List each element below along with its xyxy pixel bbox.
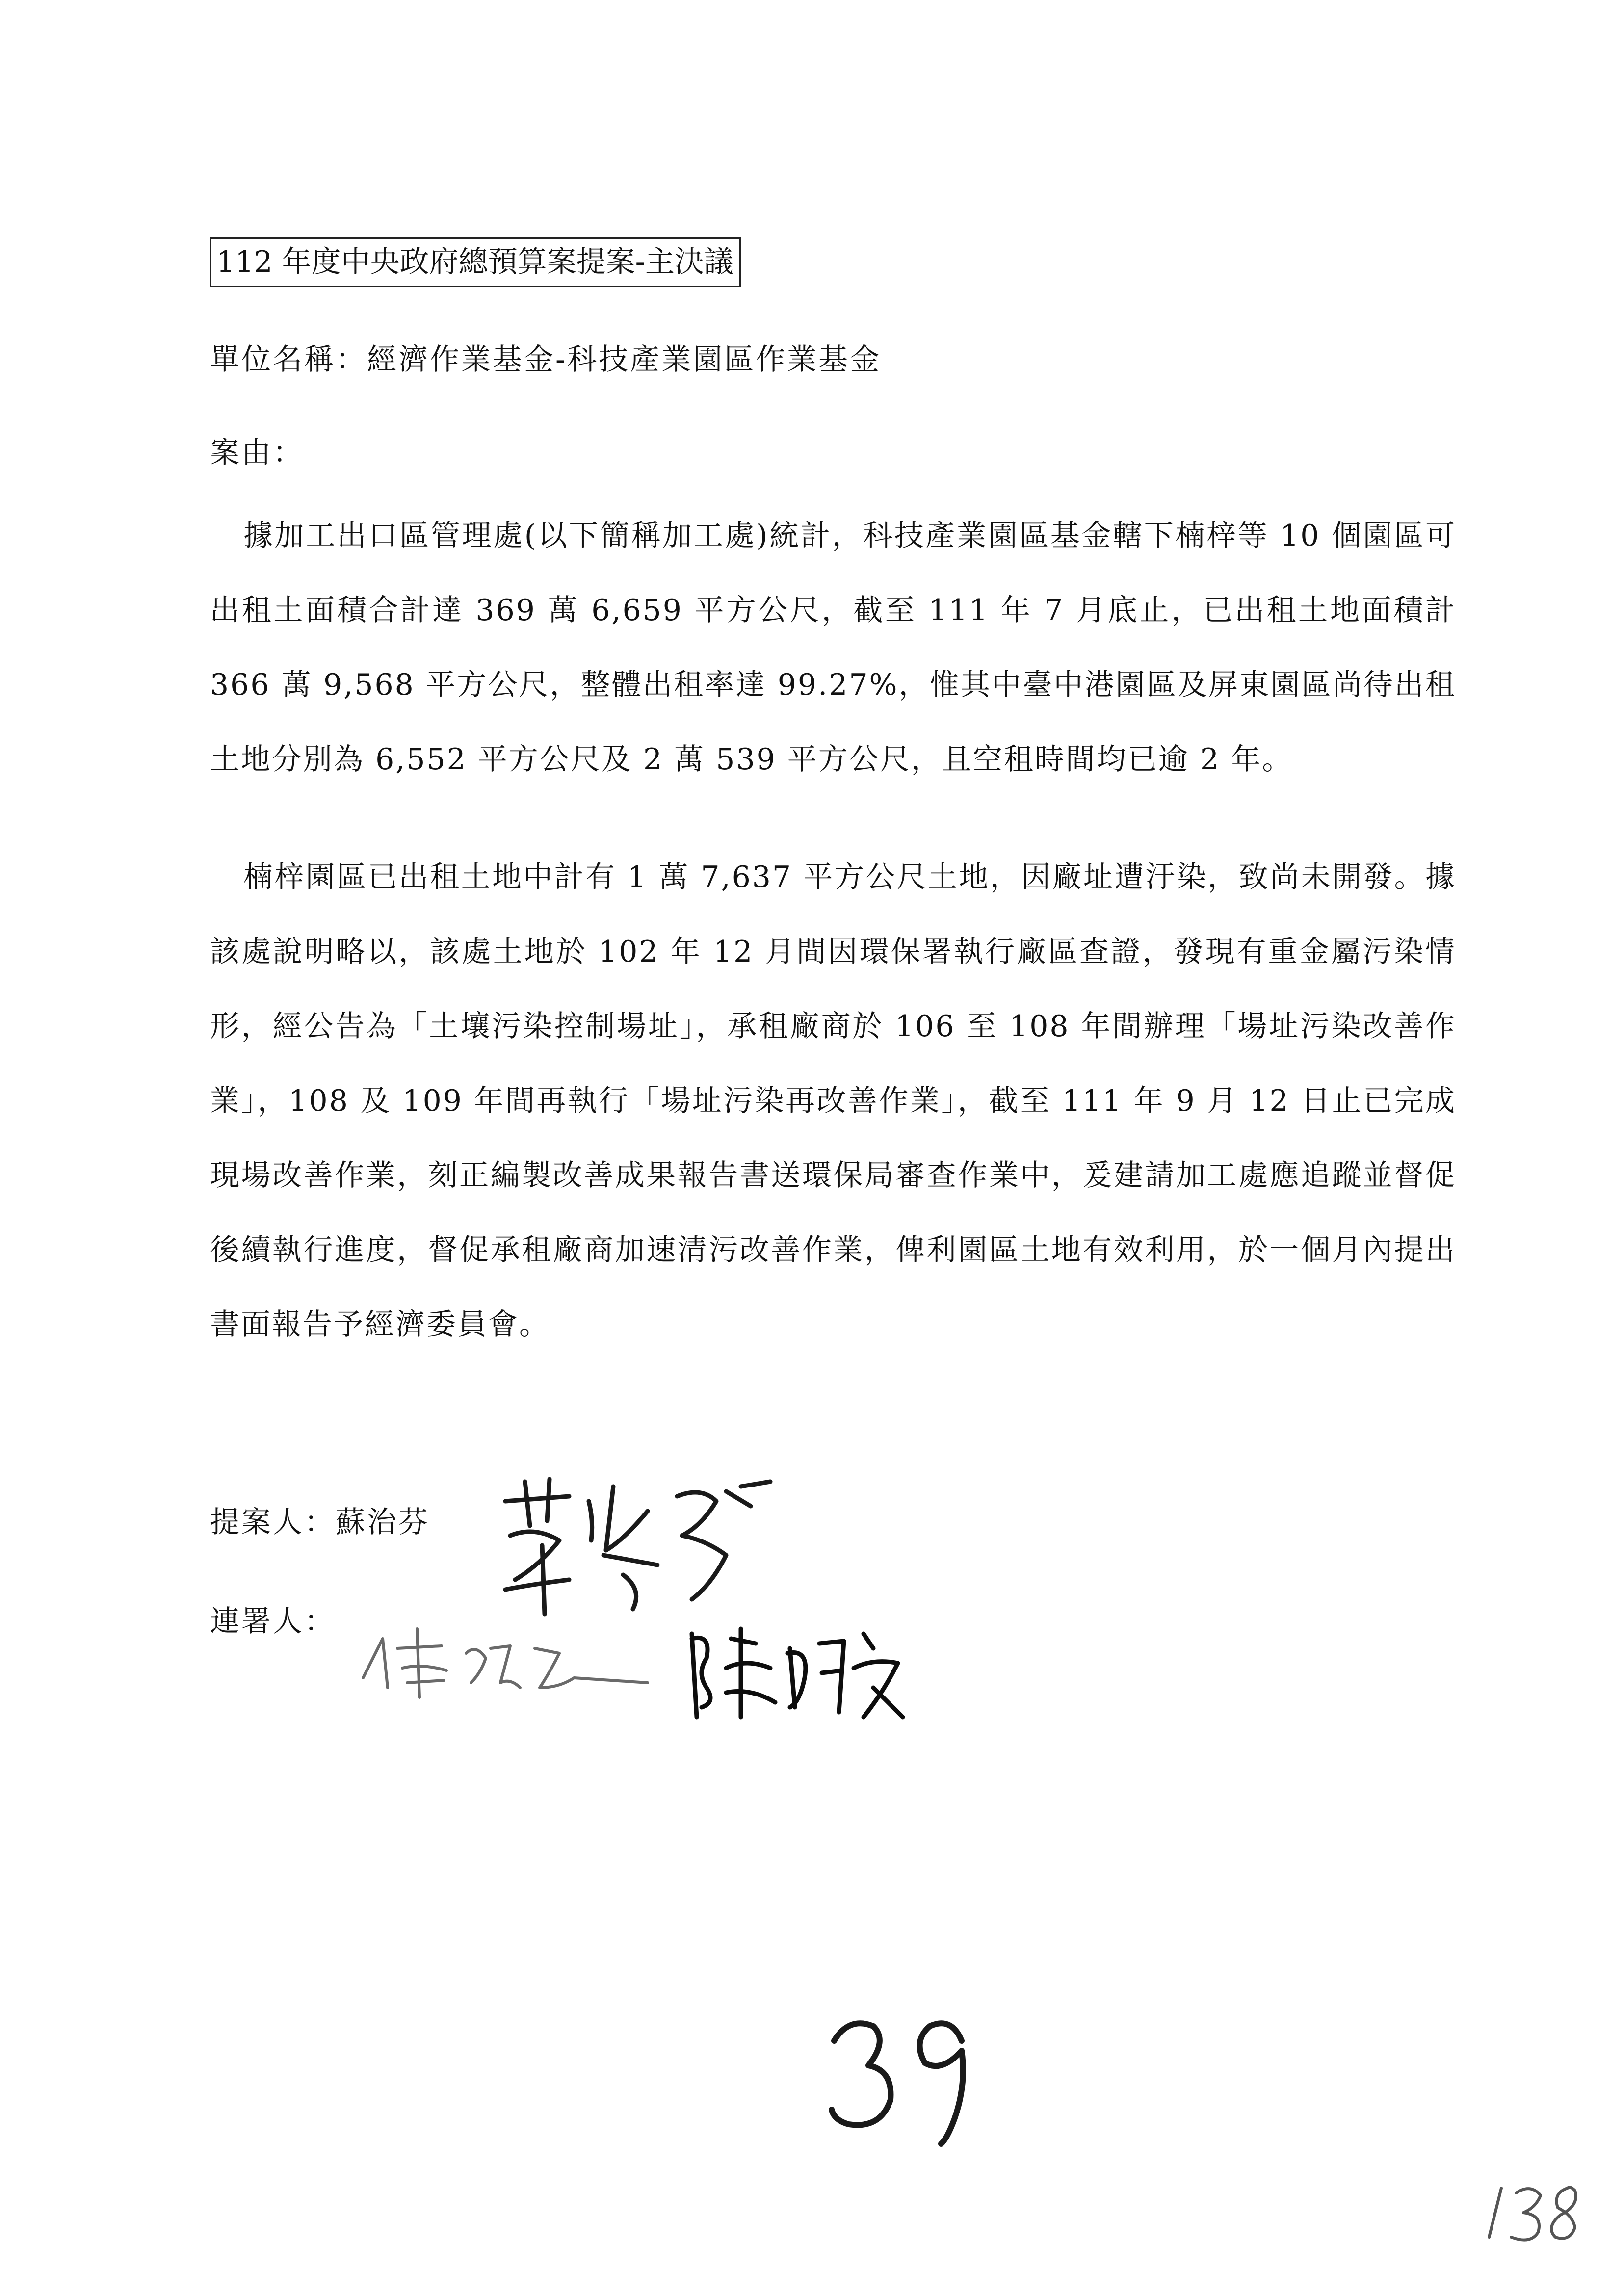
- reason-label: 案由：: [210, 436, 304, 470]
- reason-paragraph-2: 楠梓園區已出租土地中計有 1 萬 7,637 平方公尺土地，因廠址遭汙染，致尚未開發。據該處說明略以，該處土地於 102 年 12 月間因環保署執行廠區查證，發現有重金屬污染情形，經公告為「土壤污染控制場址」，承租廠商於 106 至 108 年間辦理「場址污染改善作業」，108 及 109 年間再執行「場址污染再改善作業」，截至 111 年 9 月 12 日止已完成現場改善作業，刻正編製改善成果報告書送環保局審查作業中，爰建請加工處應追蹤並督促後續執行進度，督促承租廠商加速清污改善作業，俾利園區土地有效利用，於一個月內提出書面報告予經濟委員會。: [210, 860, 1456, 1342]
- cosigner-signature-1: [353, 1619, 657, 1707]
- unit-name-line: 單位名稱：經濟作業基金-科技產業園區作業基金: [210, 342, 882, 377]
- cosigner-label: 連署人：: [210, 1604, 336, 1639]
- cosigner-signature-2: [677, 1619, 908, 1737]
- handwritten-page-number: [824, 2007, 981, 2156]
- proposer-signature: [496, 1467, 780, 1624]
- proposer-label: 提案人：蘇治芬: [210, 1505, 430, 1539]
- handwritten-sheet-number: [1482, 2178, 1599, 2249]
- document-title: 112 年度中央政府總預算案提案-主決議: [210, 237, 741, 287]
- reason-paragraph-1: 據加工出口區管理處(以下簡稱加工處)統計，科技產業園區基金轄下楠梓等 10 個園區可出租土面積合計達 369 萬 6,659 平方公尺，截至 111 年 7 月底止，已出租土地面積計 366 萬 9,568 平方公尺，整體出租率達 99.27%，惟其中臺中港園區及屏東園區尚待出租土地分別為 6,552 平方公尺及 2 萬 539 平方公尺，且空租時間均已逾 2 年。: [210, 519, 1456, 777]
